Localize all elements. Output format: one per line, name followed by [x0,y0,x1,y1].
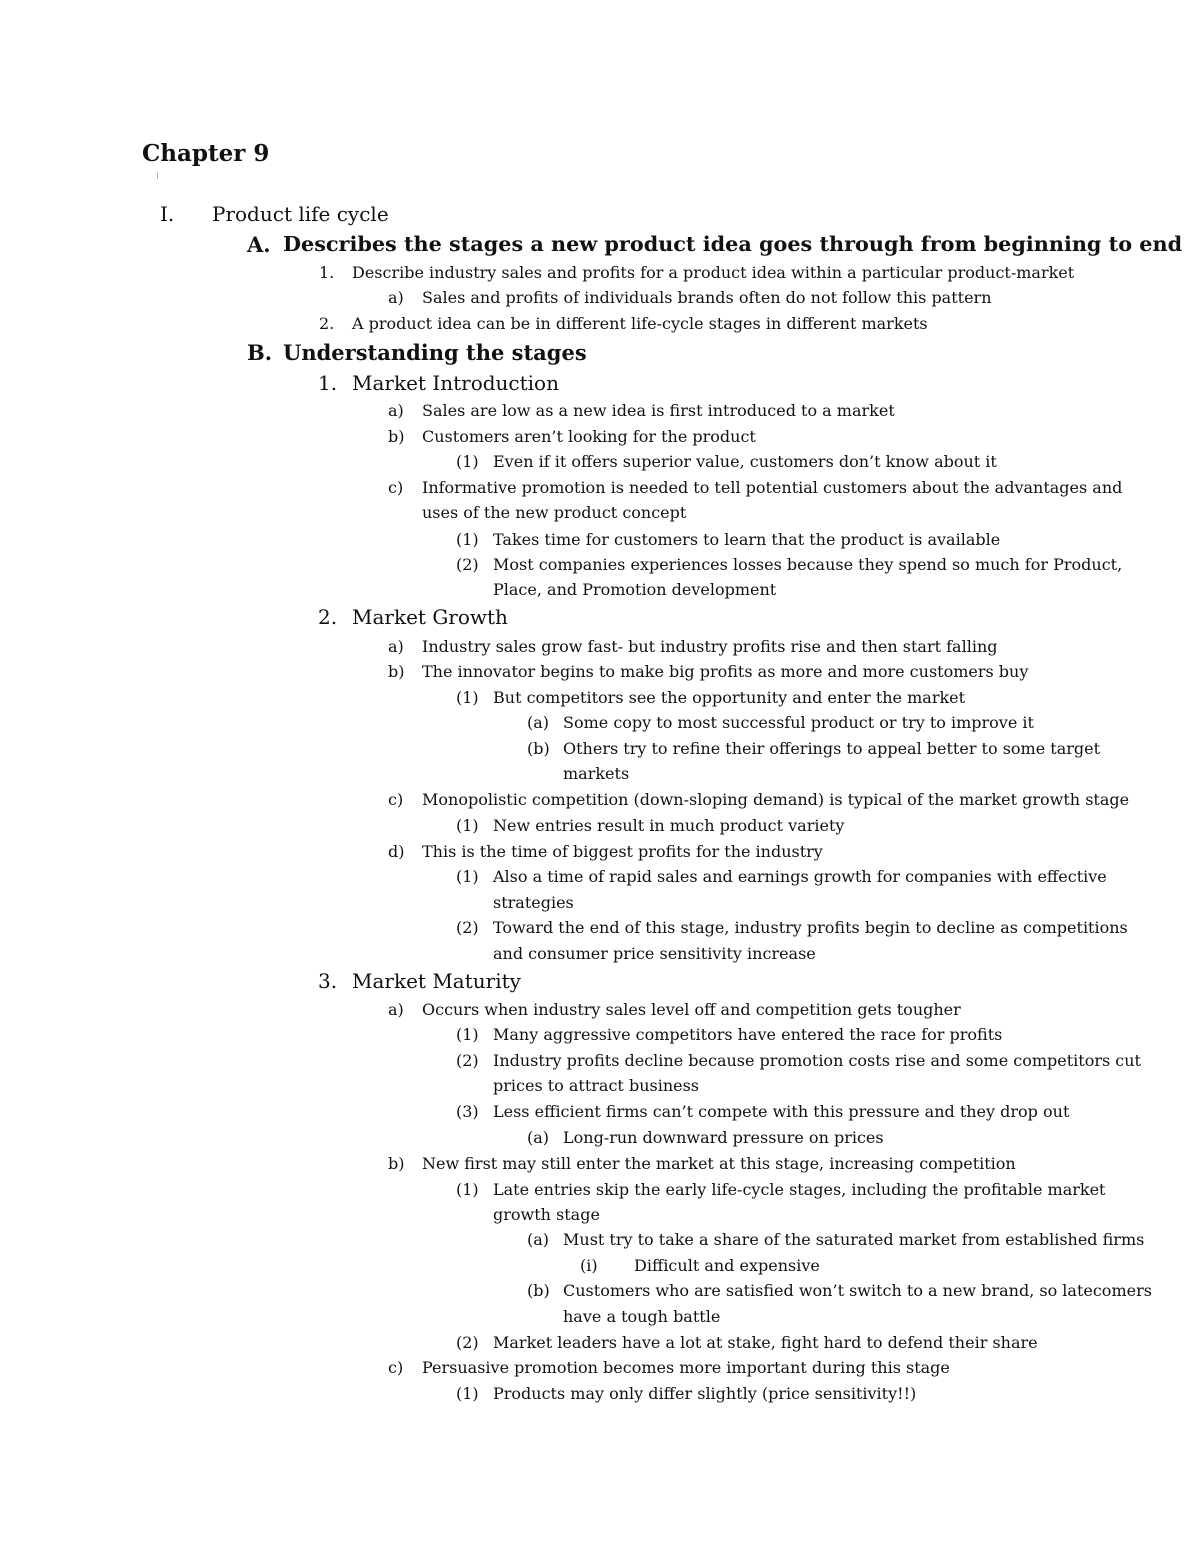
list-marker: (2) [456,918,479,937]
page-title: Chapter 9 [142,140,270,167]
list-item-text: Products may only differ slightly (price sensitivity!!) [493,1384,917,1403]
list-item-text: have a tough battle [563,1307,721,1326]
list-item-text: Describe industry sales and profits for a product idea within a particular product-market [352,263,1075,282]
list-item-text: Toward the end of this stage, industry profits begin to decline as competitions [493,918,1128,937]
list-item-text: Must try to take a share of the saturated market from established firms [563,1230,1145,1249]
list-item-text: growth stage [493,1205,600,1224]
list-item-text: A product idea can be in different life-cycle stages in different markets [352,314,928,333]
list-item-text: Also a time of rapid sales and earnings growth for companies with effective [493,867,1107,886]
list-item-text: uses of the new product concept [422,503,687,522]
list-marker: c) [388,1358,404,1377]
list-item-text: Long-run downward pressure on prices [563,1128,884,1147]
list-marker: a) [388,1000,404,1019]
list-marker: (a) [527,713,550,732]
list-marker: b) [388,427,405,446]
list-item-text: Market leaders have a lot at stake, fight hard to defend their share [493,1333,1038,1352]
list-marker: 1. [319,263,335,282]
list-marker: (1) [456,1384,479,1403]
list-item-text: Customers aren’t looking for the product [422,427,756,446]
list-marker: (1) [456,530,479,549]
list-marker: I. [160,202,175,226]
list-marker: 2. [318,605,338,629]
list-marker: (1) [456,1180,479,1199]
list-item-text: Difficult and expensive [634,1256,820,1275]
list-marker: d) [388,842,405,861]
list-marker: (1) [456,867,479,886]
list-marker: a) [388,288,404,307]
list-item-text: The innovator begins to make big profits as more and more customers buy [422,662,1029,681]
list-item-text: This is the time of biggest profits for the industry [422,842,823,861]
list-item-text: markets [563,764,630,783]
list-item-text: Persuasive promotion becomes more important during this stage [422,1358,950,1377]
list-marker: a) [388,401,404,420]
list-item-text: Informative promotion is needed to tell potential customers about the advantages and [422,478,1123,497]
list-item-text: prices to attract business [493,1076,700,1095]
list-marker: c) [388,478,404,497]
list-item-text: Sales and profits of individuals brands often do not follow this pattern [422,288,992,307]
list-item-text: Product life cycle [212,202,389,226]
list-item-text: Monopolistic competition (down-sloping demand) is typical of the market growth stage [422,790,1130,809]
list-marker: A. [247,232,271,257]
list-item-text: Some copy to most successful product or try to improve it [563,713,1034,732]
list-item-text: Occurs when industry sales level off and competition gets tougher [422,1000,961,1019]
list-item-text: Sales are low as a new idea is first introduced to a market [422,401,895,420]
list-item-text: strategies [493,893,574,912]
list-marker: (1) [456,1025,479,1044]
list-marker: (i) [580,1256,598,1275]
list-item-text: New first may still enter the market at this stage, increasing competition [422,1154,1016,1173]
list-item-text: New entries result in much product variety [493,816,845,835]
list-marker: b) [388,662,405,681]
list-marker: 1. [318,371,338,395]
list-item-text: Most companies experiences losses because they spend so much for Product, [493,555,1123,574]
list-item-text: But competitors see the opportunity and enter the market [493,688,966,707]
list-item-text: Market Maturity [352,969,521,993]
list-marker: (1) [456,816,479,835]
list-marker: (2) [456,555,479,574]
text-cursor [157,172,158,179]
list-marker: (2) [456,1333,479,1352]
list-marker: b) [388,1154,405,1173]
list-marker: (b) [527,1281,550,1300]
list-marker: (a) [527,1128,550,1147]
list-marker: 3. [318,969,338,993]
list-item-text: Industry sales grow fast- but industry profits rise and then start falling [422,637,998,656]
list-item-text: Market Growth [352,605,508,629]
list-marker: (1) [456,452,479,471]
list-item-text: Many aggressive competitors have entered the race for profits [493,1025,1003,1044]
list-item-text: Industry profits decline because promotion costs rise and some competitors cut [493,1051,1141,1070]
list-marker: c) [388,790,404,809]
list-item-text: Understanding the stages [283,340,587,365]
list-marker: (1) [456,688,479,707]
list-marker: (a) [527,1230,550,1249]
list-item-text: Describes the stages a new product idea goes through from beginning to end [283,232,1183,256]
list-item-text: Less efficient firms can’t compete with this pressure and they drop out [493,1102,1070,1121]
list-item-text: Market Introduction [352,371,559,395]
list-item-text: Place, and Promotion development [493,580,777,599]
list-item-text: and consumer price sensitivity increase [493,944,816,963]
list-marker: 2. [319,314,335,333]
list-item-text: Customers who are satisfied won’t switch to a new brand, so latecomers [563,1281,1152,1300]
list-item-text: Even if it offers superior value, customers don’t know about it [493,452,997,471]
list-marker: (b) [527,739,550,758]
list-item-text: Takes time for customers to learn that the product is available [493,530,1001,549]
list-marker: (2) [456,1051,479,1070]
list-marker: B. [247,340,273,365]
list-marker: a) [388,637,404,656]
list-marker: (3) [456,1102,479,1121]
list-item-text: Late entries skip the early life-cycle stages, including the profitable market [493,1180,1106,1199]
list-item-text: Others try to refine their offerings to appeal better to some target [563,739,1101,758]
